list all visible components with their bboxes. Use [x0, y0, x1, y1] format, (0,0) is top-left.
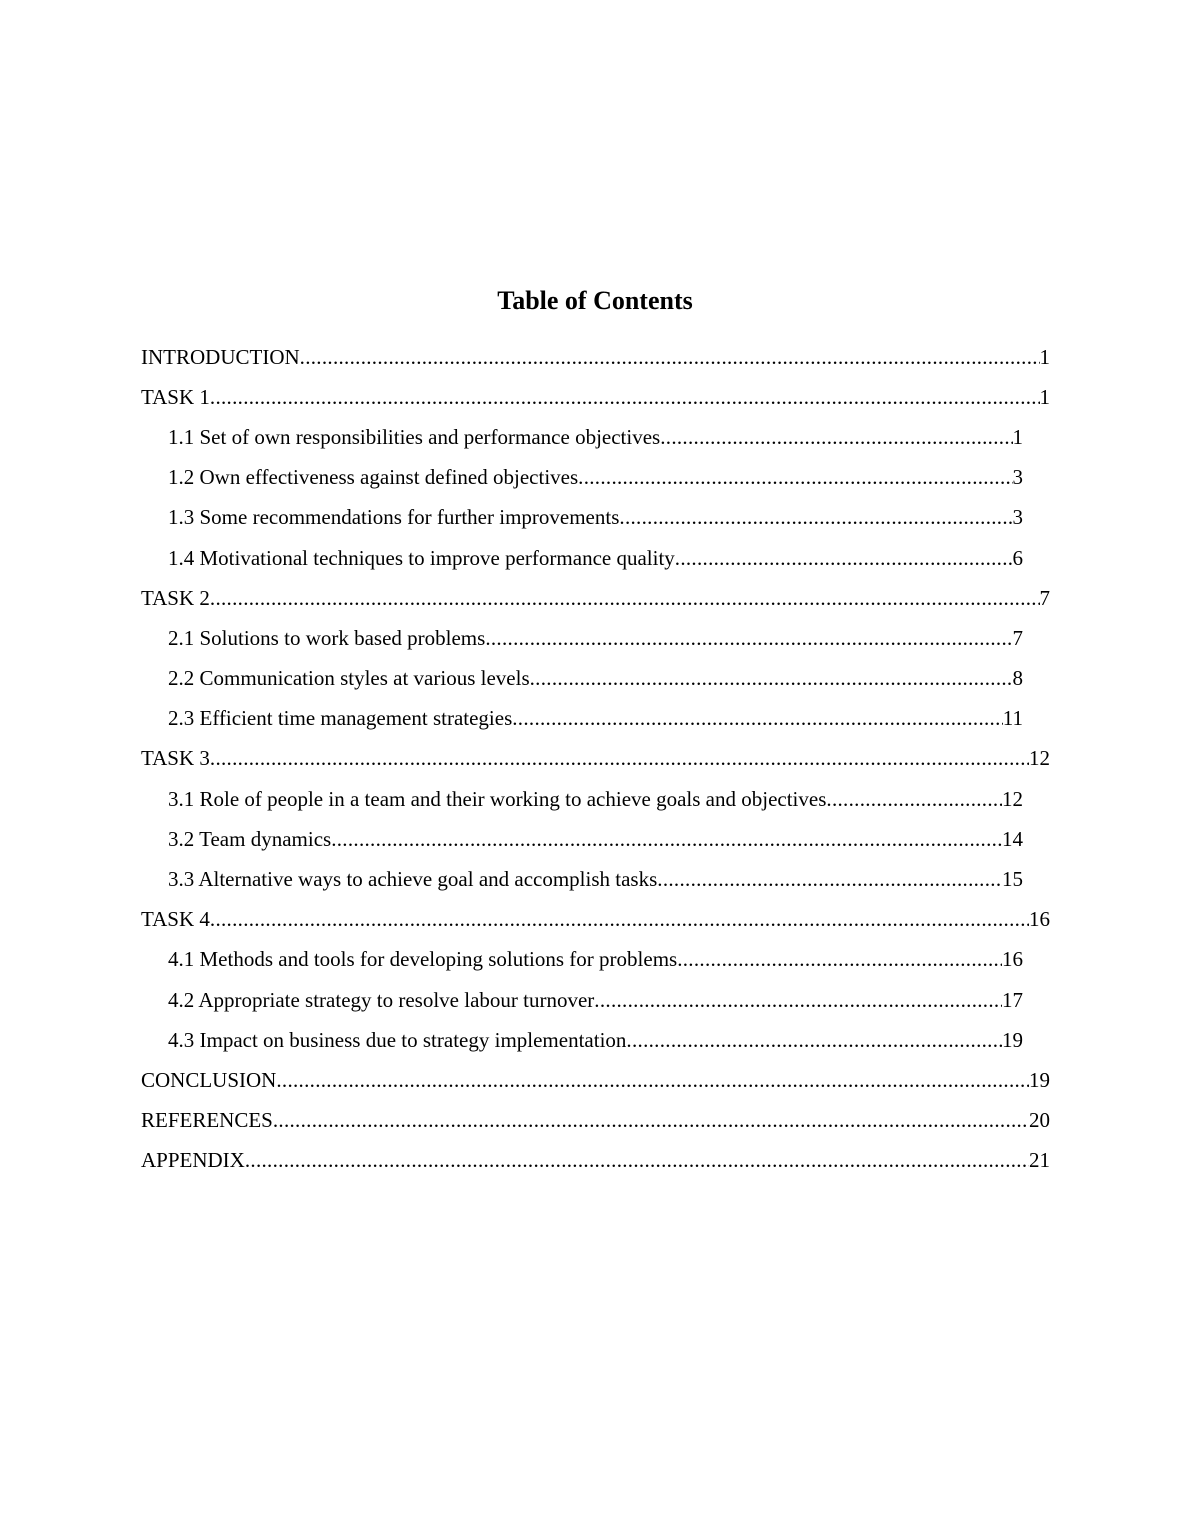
toc-entry-text: 4.1 Methods and tools for developing solutions for problems — [168, 947, 678, 972]
toc-entry-text: CONCLUSION — [141, 1067, 277, 1092]
toc-page-number: 6 — [1012, 545, 1023, 570]
toc-entry-text: APPENDIX — [141, 1148, 245, 1173]
toc-entry-text: TASK 4 — [141, 907, 210, 932]
toc-dot-leader — [210, 586, 1040, 611]
toc-page-number: 1 — [1012, 424, 1023, 449]
toc-dot-leader — [512, 706, 1003, 731]
toc-entry-3-1[interactable] — [168, 779, 1023, 819]
toc-page-number: 1 — [1039, 384, 1050, 409]
toc-dot-leader — [657, 867, 1002, 892]
toc-entry-task-4[interactable] — [141, 900, 1050, 940]
toc-page-number: 3 — [1012, 505, 1023, 530]
toc-entry-text: 1.1 Set of own responsibilities and performance objectives — [168, 424, 661, 449]
toc-dot-leader — [578, 465, 1012, 490]
toc-dot-leader — [530, 666, 1013, 691]
toc-entry-1-4[interactable] — [168, 538, 1023, 578]
toc-entry-3-3[interactable] — [168, 859, 1023, 899]
toc-dot-leader — [210, 907, 1029, 932]
toc-entry-references[interactable] — [141, 1101, 1050, 1141]
toc-entry-text: TASK 2 — [141, 585, 210, 610]
toc-entry-task-3[interactable] — [141, 739, 1050, 779]
toc-page-number: 21 — [1029, 1148, 1050, 1173]
toc-entry-2-2[interactable] — [168, 659, 1023, 699]
toc-entry-task-2[interactable] — [141, 578, 1050, 618]
toc-entry-text: 2.2 Communication styles at various levels — [168, 666, 530, 691]
toc-entry-text: 4.3 Impact on business due to strategy implementation — [168, 1027, 627, 1052]
toc-entry-text: 2.3 Efficient time management strategies — [168, 706, 513, 731]
toc-entry-appendix[interactable] — [141, 1141, 1050, 1181]
toc-page-number: 19 — [1002, 1027, 1023, 1052]
toc-page-number: 1 — [1039, 344, 1050, 369]
toc-entry-2-3[interactable] — [168, 699, 1023, 739]
toc-dot-leader — [276, 1068, 1029, 1093]
toc-entry-text: 4.2 Appropriate strategy to resolve labour turnover — [168, 987, 595, 1012]
toc-entry-text: 1.3 Some recommendations for further improvements — [168, 505, 620, 530]
toc-entry-text: 3.3 Alternative ways to achieve goal and accomplish tasks — [168, 867, 658, 892]
toc-dot-leader — [826, 787, 1002, 812]
toc-entry-1-3[interactable] — [168, 498, 1023, 538]
toc-entry-text: 2.1 Solutions to work based problems — [168, 625, 486, 650]
toc-page-number: 7 — [1039, 585, 1050, 610]
toc-entry-text: 1.2 Own effectiveness against defined objectives — [168, 465, 579, 490]
toc-dot-leader — [210, 746, 1029, 771]
toc-entry-3-2[interactable] — [168, 819, 1023, 859]
toc-page-number: 20 — [1029, 1108, 1050, 1133]
toc-dot-leader — [273, 1108, 1029, 1133]
toc-dot-leader — [677, 947, 1002, 972]
toc-entry-text: 3.1 Role of people in a team and their working to achieve goals and objectives — [168, 786, 827, 811]
toc-page-number: 14 — [1002, 826, 1023, 851]
toc-page-number: 7 — [1012, 625, 1023, 650]
toc-dot-leader — [300, 345, 1040, 370]
toc-dot-leader — [245, 1148, 1029, 1173]
toc-page-number: 17 — [1002, 987, 1023, 1012]
toc-entry-2-1[interactable] — [168, 618, 1023, 658]
toc-page-number: 8 — [1012, 666, 1023, 691]
toc-list — [0, 337, 1190, 1181]
toc-entry-text: TASK 3 — [141, 746, 210, 771]
toc-page-number: 12 — [1002, 786, 1023, 811]
toc-entry-1-2[interactable] — [168, 458, 1023, 498]
toc-entry-4-2[interactable] — [168, 980, 1023, 1020]
toc-dot-leader — [626, 1028, 1002, 1053]
toc-dot-leader — [331, 827, 1002, 852]
toc-entry-text: TASK 1 — [141, 384, 210, 409]
toc-dot-leader — [485, 626, 1012, 651]
toc-dot-leader — [675, 546, 1013, 571]
toc-page-number: 15 — [1002, 867, 1023, 892]
toc-page-number: 16 — [1002, 947, 1023, 972]
toc-entry-4-3[interactable] — [168, 1020, 1023, 1060]
toc-entry-conclusion[interactable] — [141, 1060, 1050, 1100]
toc-page-number: 12 — [1029, 746, 1050, 771]
toc-dot-leader — [594, 988, 1002, 1013]
toc-page-number: 11 — [1002, 706, 1023, 731]
toc-entry-1-1[interactable] — [168, 417, 1023, 457]
toc-entry-text: INTRODUCTION — [141, 344, 300, 369]
toc-page-number: 3 — [1012, 465, 1023, 490]
toc-entry-text: 1.4 Motivational techniques to improve performance quality — [168, 545, 675, 570]
toc-dot-leader — [619, 505, 1012, 530]
toc-entry-introduction[interactable] — [141, 337, 1050, 377]
toc-page-number: 16 — [1029, 907, 1050, 932]
toc-title: Table of Contents — [497, 286, 693, 315]
toc-dot-leader — [210, 385, 1040, 410]
toc-entry-4-1[interactable] — [168, 940, 1023, 980]
toc-entry-task-1[interactable] — [141, 377, 1050, 417]
toc-dot-leader — [660, 425, 1012, 450]
toc-entry-text: REFERENCES — [141, 1108, 273, 1133]
toc-page-number: 19 — [1029, 1067, 1050, 1092]
toc-entry-text: 3.2 Team dynamics — [168, 826, 332, 851]
